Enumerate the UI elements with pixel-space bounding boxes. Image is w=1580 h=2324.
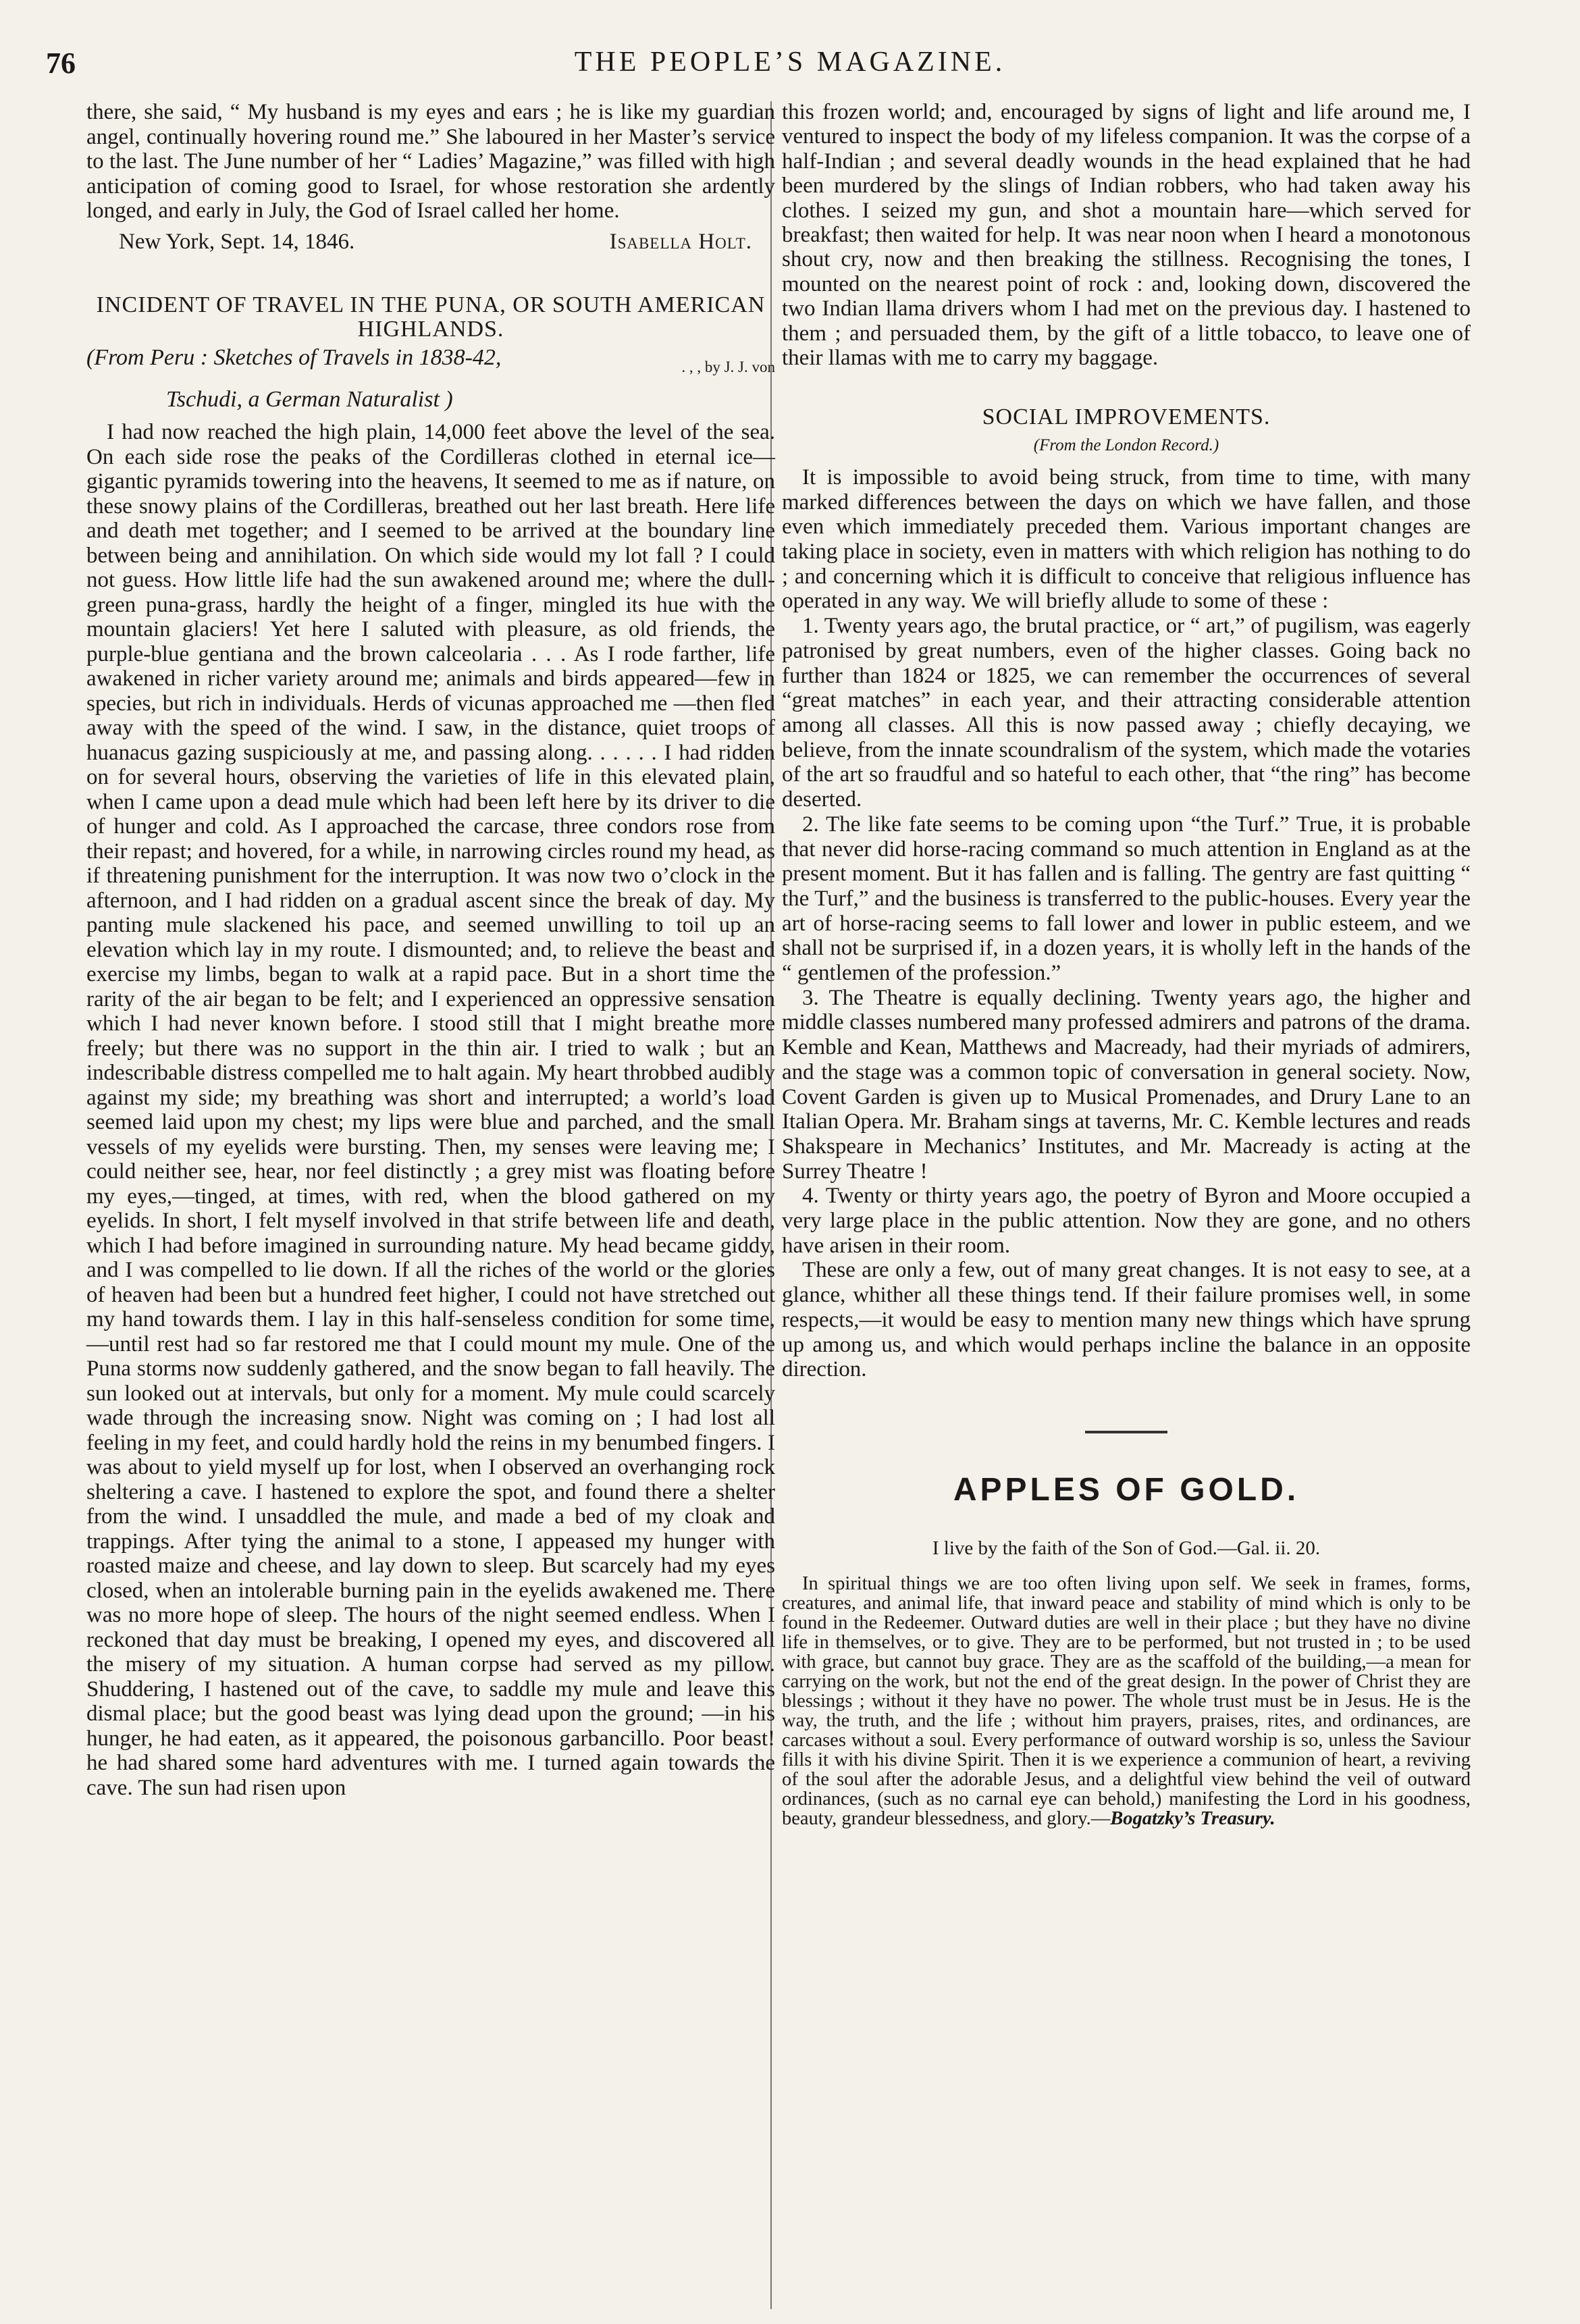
social-paragraph-4: 3. The Theatre is equally declining. Twenty years ago, the higher and middle classes numbered many professed admirers and patrons of the drama. Kemble and Kean, Matthews and Macready, had their myriads of admirers, and the stage was a common topic of conversation in general society. Now, Covent Garden is given up to Musical Promenades, and Drury Lane to an Italian Opera. Mr. Braham sings at taverns, Mr. C. Kemble lectures and reads Shakspeare in Mechanics’ Institutes, and Mr. Macready is acting at the Surrey Theatre ! xyxy=(782,985,1471,1184)
apples-of-gold-verse: I live by the faith of the Son of God.—Gal. ii. 20. xyxy=(932,1537,1321,1559)
social-paragraph-1: It is impossible to avoid being struck, from time to time, with many marked differences between the days on which we have fallen, and those even which immediately preceded them. Various important changes are taking place in society, even in matters with which religion has nothing to do ; and concerning which it is difficult to conceive that religious influence has operated in any way. We will briefly allude to some of these : xyxy=(782,465,1471,614)
section-divider-rule xyxy=(1085,1431,1167,1433)
social-improvements-article xyxy=(782,465,1471,1382)
social-paragraph-3: 2. The like fate seems to be coming upon “the Turf.” True, it is probable that never did horse-racing command so much attention in England as at the present moment. But it has fallen and is falling. The gentry are fast quitting “ the Turf,” and the business is transferred to the public-houses. Every year the art of horse-racing seems to fall lower and lower in public esteem, and we shall not be surprised if, in a dozen years, it is wholly left in the hands of the “ gentlemen of the profession.” xyxy=(782,812,1471,986)
apples-of-gold-body xyxy=(782,1574,1471,1828)
apples-of-gold-title: APPLES OF GOLD. xyxy=(953,1471,1300,1508)
travel-source-line xyxy=(86,346,775,379)
running-title: THE PEOPLE’S MAGAZINE. xyxy=(574,47,1006,78)
travel-source-text: (From Peru : Sketches of Travels in 1838-42, xyxy=(86,345,502,370)
travel-source-author-fragment: . , , by J. J. von xyxy=(681,359,775,375)
social-improvements-source: (From the London Record.) xyxy=(1033,436,1219,455)
intro-paragraph: there, she said, “ My husband is my eyes and ears ; he is like my guardian angel, continually hovering round me.” She laboured in her Master’s service to the last. The June number of her “ Ladies’ Magazine,” was filled with high anticipation of coming good to Israel, for whose restoration she ardently longed, and early in July, the God of Israel called her home. xyxy=(86,100,775,223)
apples-of-gold-text: In spiritual things we are too often living upon self. We seek in frames, forms, creatures, and animal life, that inward peace and stability of mind which is only to be found in the Redeemer. Outward duties are well in their place ; but they have no divine life in themselves, or to give. They are to be performed, but not trusted in ; to be used with grace, but cannot buy grace. They are as the scaffold of the building,—a mean for carrying on the work, but not the end of the great design. In the power of Christ they are blessings ; without it they have no power. The whole trust must be in Jesus. He is the way, the truth, and the life ; without him prayers, praises, rites, and ordinances, are carcases without a soul. Every performance of outward worship is so, unless the Saviour fills it with his divine Spirit. Then it is we experience a communion of heart, a reviving of the soul after the adorable Jesus, and a delightful view behind the veil of outward ordinances, (such as no carnal eye can behold,) manifesting the Lord in his goodness, beauty, grandeur blessedness, and glory.— xyxy=(782,1573,1471,1830)
social-paragraph-6: These are only a few, out of many great changes. It is not easy to see, at a glance, whither all these things tend. If their failure promises well, in some respects,—it would be easy to mention many new things which have sprung up among us, and which would perhaps incline the balance in an opposite direction. xyxy=(782,1258,1471,1382)
page-header xyxy=(46,46,1534,86)
signature-place-date: New York, Sept. 14, 1846. xyxy=(119,229,355,254)
signature-line xyxy=(86,230,775,255)
left-column xyxy=(86,100,775,1800)
signature-name: Isabella Holt. xyxy=(609,229,752,254)
travel-article-title: INCIDENT OF TRAVEL IN THE PUNA, OR SOUTH AMERICAN HIGHLANDS. xyxy=(96,292,766,342)
page-number: 76 xyxy=(46,47,76,80)
apples-of-gold-attribution: Bogatzky’s Treasury. xyxy=(1110,1808,1275,1830)
social-paragraph-2: 1. Twenty years ago, the brutal practice, or “ art,” of pugilism, was eagerly patronised by great numbers, even of the higher classes. Going back no further than 1824 or 1825, we can remember the occurrences of several “great matches” in each year, and their attracting considerable attention among all classes. All this is now passed away ; chiefly decaying, we believe, from the innate scoundralism of the system, which made the votaries of the art so fraudful and so hateful to each other, that “the ring” has become deserted. xyxy=(782,614,1471,812)
travel-article-body: I had now reached the high plain, 14,000 feet above the level of the sea. On each side rose the peaks of the Cordilleras clothed in eternal ice—gigantic pyramids towering into the heavens, It seemed to me as if nature, on these snowy plains of the Cordilleras, breathed out her last breath. Here life and death met together; and I seemed to be arrived at the boundary line between being and annihilation. On which side would my lot fall ? I could not guess. How little life had the sun awakened around me; where the dull-green puna-grass, hardly the height of a finger, mingled its hue with the mountain glaciers! Yet here I saluted with pleasure, as old friends, the purple-blue gentiana and the brown calceolaria . . . As I rode farther, life awakened in richer variety around me; animals and birds appeared—few in species, but rich in individuals. Herds of vicunas approached me —then fled away with the speed of the wind. I saw, in the distance, quiet troops of huanacus gazing suspiciously at me, and passing along. . . . . . I had ridden on for several hours, observing the varieties of life in this elevated plain, when I came upon a dead mule which had been left here by its driver to die of hunger and cold. As I approached the carcase, three condors rose from their repast; and hovered, for a while, in narrowing circles round my head, as if threatening punishment for the interruption. It was now two o’clock in the afternoon, and I had ridden on a gradual ascent since the break of day. My panting mule slackened his pace, and seemed unwilling to toil up an elevation which lay in my route. I dismounted; and, to relieve the beast and exercise my limbs, began to walk at a rapid pace. But in a short time the rarity of the air began to be felt; and I experienced an oppressive sensation which I had never known before. I stood still that I might breathe more freely; but there was no support in the thin air. I tried to walk ; but an indescribable distress compelled me to halt again. My heart throbbed audibly against my side; my breathing was short and interrupted; a world’s load seemed laid upon my chest; my lips were blue and parched, and the small vessels of my eyelids were bursting. Then, my senses were leaving me; I could neither see, hear, nor feel distinctly ; a grey mist was floating before my eyes,—tinged, at times, with red, when the blood gathered on my eyelids. In short, I felt myself involved in that strife between life and death, which I had before imagined in surrounding nature. My head became giddy, and I was compelled to lie down. If all the riches of the world or the glories of heaven had been but a hundred feet higher, I could not have stretched out my hand towards them. I lay in this half-senseless condition for some time,—until rest had so far restored me that I could mount my mule. One of the Puna storms now suddenly gathered, and the snow began to fall heavily. The sun looked out at intervals, but only for a moment. My mule could scarcely wade through the increasing snow. Night was coming on ; I had lost all feeling in my feet, and could hardly hold the reins in my benumbed fingers. I was about to yield myself up for lost, when I observed an overhanging rock sheltering a cave. I hastened to explore the spot, and found there a shelter from the wind. I unsaddled the mule, and made a bed of my cloak and trappings. After tying the animal to a stone, I appeased my hunger with roasted maize and cheese, and lay down to sleep. But scarcely had my eyes closed, when an intolerable burning pain in the eyelids awakened me. There was no more hope of sleep. The hours of the night seemed endless. When I reckoned that day must be breaking, I opened my eyes, and discovered all the misery of my situation. A human corpse had served as my pillow. Shuddering, I hastened out of the cave, to saddle my mule and leave this dismal place; but the good beast was lying dead upon the ground; —in his hunger, he had eaten, as it appeared, the poisonous garbancillo. Poor beast! he had shared some hard adventures with me. I turned again towards the cave. The sun had risen upon xyxy=(86,420,775,1800)
social-improvements-title: SOCIAL IMPROVEMENTS. xyxy=(982,404,1271,430)
social-paragraph-5: 4. Twenty or thirty years ago, the poetry of Byron and Moore occupied a very large place in the public attention. Now they are gone, and no others have arisen in their room. xyxy=(782,1184,1471,1258)
travel-source-author: Tschudi, a German Naturalist ) xyxy=(166,387,453,412)
travel-source-second-line xyxy=(86,388,775,412)
travel-article-continuation: this frozen world; and, encouraged by signs of light and life around me, I ventured to inspect the body of my lifeless companion. It was the corpse of a half-Indian ; and several deadly wounds in the head explained that he had been murdered by the slings of Indian robbers, who had taken away his clothes. I seized my gun, and shot a mountain hare—which served for breakfast; then waited for help. It was near noon when I heard a monotonous shout cry, now and then breaking the stillness. Recognising the tones, I mounted on the nearest point of rock : and, looking down, discovered the two Indian llama drivers whom I had met on the previous day. I hastened to them ; and persuaded them, by the gift of a little tobacco, to leave one of their llamas with me to carry my baggage. xyxy=(782,100,1471,371)
right-column xyxy=(782,100,1471,1828)
